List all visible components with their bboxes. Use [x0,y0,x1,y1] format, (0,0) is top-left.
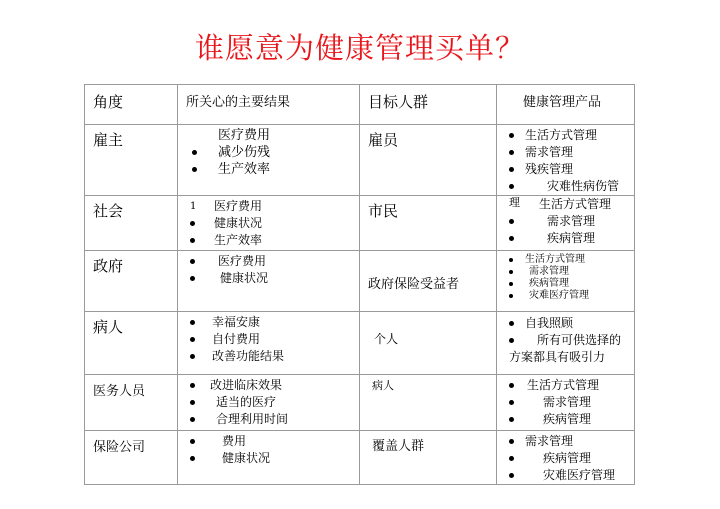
table-cell [360,196,497,251]
table-cell [497,431,635,485]
table-cell [178,251,360,312]
row-target: 市民 [368,202,399,220]
table-cell [497,312,635,375]
header-cell [178,85,360,125]
list-marker: 1 [190,201,197,212]
table-cell [85,431,178,485]
table-cell [178,125,360,196]
header-cell [360,85,497,125]
list-item: 生活方式管理 [509,377,634,394]
table-cell [360,312,497,375]
list-item: 健康状况 [190,270,359,287]
header-cell [85,85,178,125]
list-item: 疾病管理 [509,230,634,247]
table-cell [497,196,635,251]
list-item: 生产效率 [190,232,359,249]
list-item: 医疗费用 [190,253,359,270]
row-angle: 雇主 [93,131,124,149]
list-item: 生活方式管理 [509,254,634,266]
table-row [85,251,635,312]
list-item: 灾难医疗管理 [509,467,634,484]
table-cell [85,125,178,196]
list-item: 幸福安康 [190,314,359,331]
table-cell [178,196,360,251]
table-row [85,431,635,485]
list-item: 残疾管理 [509,161,634,178]
list-item: 改善功能结果 [190,348,359,365]
health-management-table [84,84,635,485]
list-item: 减少伤残 [192,144,359,161]
list-item: 灾难医疗管理 [509,290,634,302]
list-item: 需求管理 [509,144,634,161]
row-target: 个人 [374,332,399,346]
row-angle: 政府 [93,257,124,275]
header-angle: 角度 [93,93,124,111]
list-item: 所有可供选择的 [509,332,634,349]
table-cell [497,375,635,431]
list-item: 需求管理 [509,213,634,230]
row-target: 雇员 [368,131,399,149]
list-item: 自付费用 [190,331,359,348]
header-row [85,85,635,125]
list-item: 医疗费用 [218,128,271,143]
list-item: 需求管理 [509,394,634,411]
list-item: 疾病管理 [509,411,634,428]
header-products: 健康管理产品 [523,95,602,110]
list-item: 改进临床效果 [190,377,359,394]
row-target: 覆盖人群 [372,439,425,454]
list-item: 灾难性病伤管 [509,178,634,195]
table-cell [360,375,497,431]
header-results: 所关心的主要结果 [186,95,291,110]
stray-text: 理 [509,196,520,209]
row-angle: 保险公司 [93,440,146,455]
table-cell [85,251,178,312]
table-row [85,375,635,431]
list-text: 医疗费用 [214,199,263,213]
list-item: 合理利用时间 [190,411,359,428]
table-cell [85,312,178,375]
list-item: 疾病管理 [509,278,634,290]
table-cell [360,251,497,312]
table-cell [178,375,360,431]
list-item: 健康状况 [190,215,359,232]
list-item: 适当的医疗 [190,394,359,411]
table-cell [360,431,497,485]
table-cell [360,125,497,196]
list-item: 疾病管理 [509,450,634,467]
page-title: 谁愿意为健康管理买单？ [194,31,525,65]
list-item: 方案都具有吸引力 [509,350,606,364]
list-item: 自我照顾 [509,315,634,332]
header-target: 目标人群 [368,93,429,111]
table-row [85,125,635,196]
table-row [85,312,635,375]
list-item: 生活方式管理 [509,127,634,144]
header-cell [497,85,635,125]
list-item: 生活方式管理 [539,197,612,211]
row-target: 政府保险受益者 [368,277,460,292]
table-cell [497,125,635,196]
list-item: 需求管理 [509,266,634,278]
row-target: 病人 [372,379,394,392]
list-item: 需求管理 [509,433,634,450]
list-item [190,198,359,215]
row-angle: 医务人员 [93,384,146,399]
row-angle: 社会 [93,202,124,220]
table-cell [497,251,635,312]
table-row [85,196,635,251]
table-cell [178,312,360,375]
list-item: 生产效率 [192,161,359,178]
table-cell [178,431,360,485]
table-cell [85,196,178,251]
list-item: 健康状况 [190,450,359,467]
row-angle: 病人 [93,318,124,336]
list-item: 费用 [190,433,359,450]
table-cell [85,375,178,431]
